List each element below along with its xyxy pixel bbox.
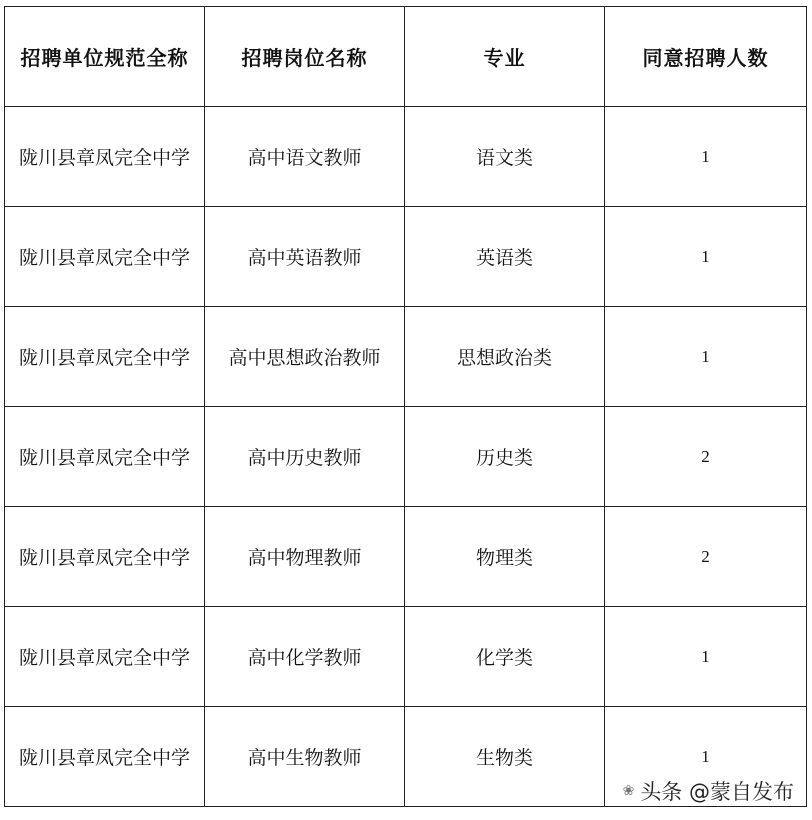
table-row xyxy=(5,307,807,407)
cell-unit: 陇川县章凤完全中学 xyxy=(5,707,205,807)
cell-unit: 陇川县章凤完全中学 xyxy=(5,507,205,607)
table-row xyxy=(5,607,807,707)
recruitment-table xyxy=(4,6,807,807)
cell-major: 历史类 xyxy=(405,407,605,507)
cell-major: 物理类 xyxy=(405,507,605,607)
cell-major: 语文类 xyxy=(405,107,605,207)
paw-icon: ❀ xyxy=(622,783,635,799)
cell-unit: 陇川县章凤完全中学 xyxy=(5,107,205,207)
cell-position: 高中历史教师 xyxy=(205,407,405,507)
table-row xyxy=(5,207,807,307)
cell-count: 1 xyxy=(605,307,807,407)
cell-count: 1 xyxy=(605,207,807,307)
table-row xyxy=(5,107,807,207)
cell-position: 高中英语教师 xyxy=(205,207,405,307)
cell-count: 1 xyxy=(605,107,807,207)
watermark xyxy=(621,776,796,806)
cell-position: 高中化学教师 xyxy=(205,607,405,707)
cell-count: 1 xyxy=(605,607,807,707)
cell-position: 高中思想政治教师 xyxy=(205,307,405,407)
cell-count: 2 xyxy=(605,407,807,507)
cell-unit: 陇川县章凤完全中学 xyxy=(5,307,205,407)
header-major: 专业 xyxy=(405,7,605,107)
header-unit: 招聘单位规范全称 xyxy=(5,7,205,107)
cell-count: 2 xyxy=(605,507,807,607)
table-header-row xyxy=(5,7,807,107)
cell-count: 1 xyxy=(605,707,807,807)
header-count: 同意招聘人数 xyxy=(605,7,807,107)
table-row xyxy=(5,507,807,607)
cell-major: 思想政治类 xyxy=(405,307,605,407)
cell-position: 高中生物教师 xyxy=(205,707,405,807)
header-position: 招聘岗位名称 xyxy=(205,7,405,107)
cell-major: 英语类 xyxy=(405,207,605,307)
table-row xyxy=(5,407,807,507)
cell-major: 生物类 xyxy=(405,707,605,807)
cell-unit: 陇川县章凤完全中学 xyxy=(5,607,205,707)
cell-major: 化学类 xyxy=(405,607,605,707)
cell-unit: 陇川县章凤完全中学 xyxy=(5,207,205,307)
cell-position: 高中物理教师 xyxy=(205,507,405,607)
watermark-text: 头条 @蒙自发布 xyxy=(640,780,794,804)
cell-unit: 陇川县章凤完全中学 xyxy=(5,407,205,507)
cell-position: 高中语文教师 xyxy=(205,107,405,207)
